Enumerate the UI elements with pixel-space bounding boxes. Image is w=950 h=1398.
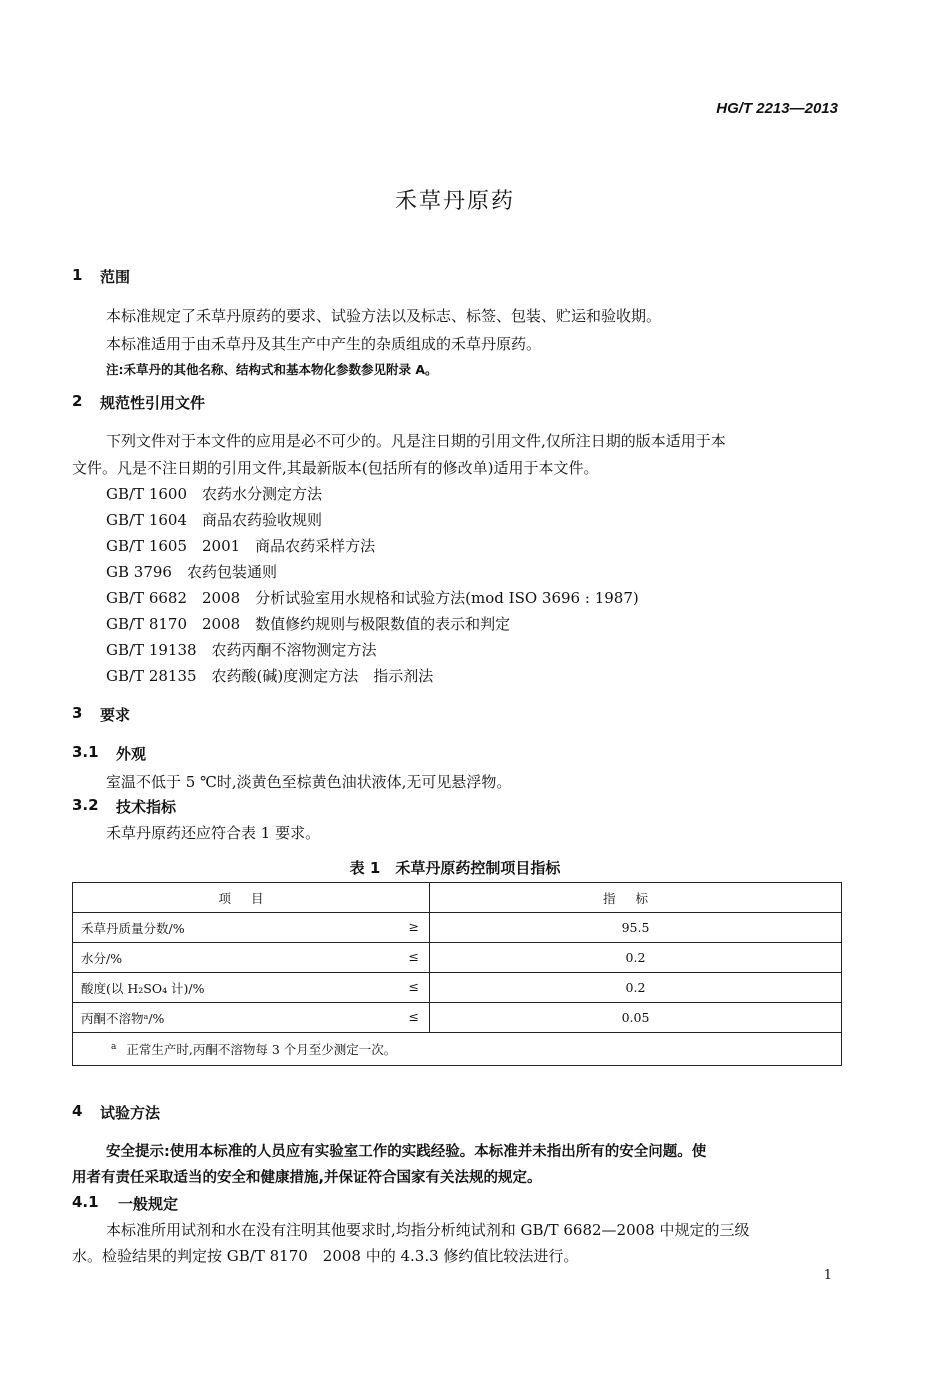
table-footnote: 正常生产时,丙酮不溶物每 3 个月至少测定一次。 bbox=[126, 1042, 397, 1057]
section-3-number: 3 bbox=[72, 704, 83, 722]
general-rules-line-2: 水。检验结果的判定按 GB/T 8170 2008 中的 4.3.3 修约值比较法进行。 bbox=[72, 1247, 579, 1265]
section-1-number: 1 bbox=[72, 266, 83, 284]
technical-spec-text: 禾草丹原药还应符合表 1 要求。 bbox=[106, 824, 321, 842]
reference-item: GB/T 19138 农药丙酮不溶物测定方法 bbox=[106, 641, 377, 659]
section-3-1-heading: 外观 bbox=[116, 745, 147, 763]
section-2-para-line-2: 文件。凡是不注日期的引用文件,其最新版本(包括所有的修改单)适用于本文件。 bbox=[72, 459, 599, 477]
table-1 bbox=[72, 882, 842, 1066]
section-3-2-heading: 技术指标 bbox=[116, 798, 177, 816]
reference-item: GB/T 1605 2001 商品农药采样方法 bbox=[106, 537, 376, 555]
row-item-label: 水分/% bbox=[81, 950, 123, 966]
section-3-2-number: 3.2 bbox=[72, 796, 99, 814]
reference-item: GB/T 1604 商品农药验收规则 bbox=[106, 511, 323, 529]
footnote-mark: a bbox=[111, 1041, 117, 1052]
reference-item: GB 3796 农药包装通则 bbox=[106, 563, 277, 581]
section-4-1-number: 4.1 bbox=[72, 1193, 99, 1211]
row-item-label: 酸度(以 H₂SO₄ 计)/% bbox=[81, 980, 205, 996]
section-4-number: 4 bbox=[72, 1102, 83, 1120]
row-item-label: 丙酮不溶物ᵃ/% bbox=[81, 1010, 165, 1026]
appearance-text: 室温不低于 5 ℃时,淡黄色至棕黄色油状液体,无可见悬浮物。 bbox=[106, 773, 512, 791]
row-item-label: 禾草丹质量分数/% bbox=[81, 920, 185, 936]
table-footnote-row bbox=[73, 1033, 842, 1066]
table-1-caption: 表 1 禾草丹原药控制项目指标 bbox=[349, 859, 561, 877]
table-row bbox=[73, 943, 842, 973]
section-2-para-line-1: 下列文件对于本文件的应用是必不可少的。凡是注日期的引用文件,仅所注日期的版本适用于本 bbox=[106, 432, 726, 450]
safety-note-line-1: 安全提示:使用本标准的人员应有实验室工作的实践经验。本标准并未指出所有的安全问题。使 bbox=[106, 1144, 707, 1160]
row-operator: ≤ bbox=[408, 949, 419, 964]
table-row bbox=[73, 1003, 842, 1033]
section-4-heading: 试验方法 bbox=[100, 1104, 161, 1122]
reference-item: GB/T 28135 农药酸(碱)度测定方法 指示剂法 bbox=[106, 667, 434, 685]
section-2-heading: 规范性引用文件 bbox=[100, 394, 206, 412]
row-operator: ≤ bbox=[408, 1009, 419, 1024]
col-item-header: 项目 bbox=[73, 883, 430, 913]
row-operator: ≥ bbox=[408, 919, 419, 934]
section-3-heading: 要求 bbox=[100, 706, 131, 724]
table-row bbox=[73, 913, 842, 943]
row-value: 95.5 bbox=[430, 913, 842, 943]
document-title: 禾草丹原药 bbox=[394, 189, 515, 214]
table-row bbox=[73, 973, 842, 1003]
section-2-number: 2 bbox=[72, 392, 83, 410]
reference-item: GB/T 1600 农药水分测定方法 bbox=[106, 485, 323, 503]
reference-item: GB/T 8170 2008 数值修约规则与极限数值的表示和判定 bbox=[106, 615, 511, 633]
general-rules-line-1: 本标准所用试剂和水在没有注明其他要求时,均指分析纯试剂和 GB/T 6682—2008 中规定的三级 bbox=[106, 1221, 750, 1239]
row-value: 0.2 bbox=[430, 973, 842, 1003]
safety-note-line-2: 用者有责任采取适当的安全和健康措施,并保证符合国家有关法规的规定。 bbox=[72, 1170, 542, 1186]
section-1-heading: 范围 bbox=[100, 268, 131, 286]
row-value: 0.05 bbox=[430, 1003, 842, 1033]
standard-number: HG/T 2213—2013 bbox=[716, 100, 838, 117]
reference-item: GB/T 6682 2008 分析试验室用水规格和试验方法(mod ISO 3696 : 1987) bbox=[106, 589, 639, 607]
section-1-para-2: 本标准适用于由禾草丹及其生产中产生的杂质组成的禾草丹原药。 bbox=[106, 335, 542, 353]
section-1-note: 注:禾草丹的其他名称、结构式和基本物化参数参见附录 A。 bbox=[106, 362, 438, 377]
table-header-row bbox=[73, 883, 842, 913]
page-number: 1 bbox=[823, 1268, 832, 1283]
section-1-para-1: 本标准规定了禾草丹原药的要求、试验方法以及标志、标签、包装、贮运和验收期。 bbox=[106, 307, 662, 325]
col-value-header: 指标 bbox=[430, 883, 842, 913]
row-operator: ≤ bbox=[408, 979, 419, 994]
section-4-1-heading: 一般规定 bbox=[118, 1195, 179, 1213]
row-value: 0.2 bbox=[430, 943, 842, 973]
section-3-1-number: 3.1 bbox=[72, 743, 99, 761]
